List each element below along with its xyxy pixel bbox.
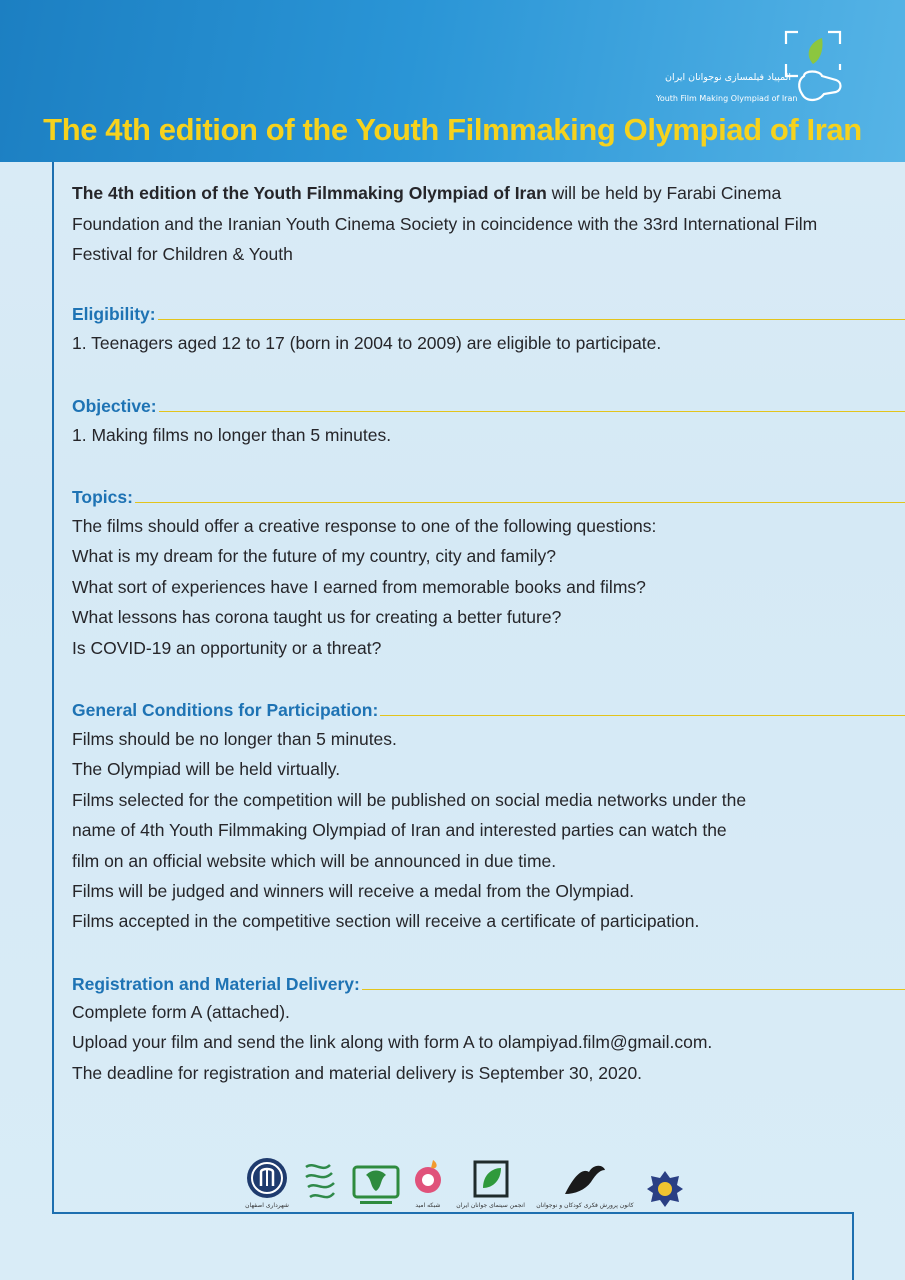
youth-cinema-society-logo-icon bbox=[471, 1160, 511, 1200]
list-item: Is COVID-19 an opportunity or a threat? bbox=[72, 637, 382, 658]
intro-paragraph bbox=[72, 178, 842, 270]
kanoon-logo-icon bbox=[561, 1160, 609, 1200]
registration-heading: Registration and Material Delivery: bbox=[72, 974, 360, 994]
list-item: Upload your film and send the link along with form A to olampiyad.film@gmail.com. bbox=[72, 1032, 713, 1053]
list-item: film on an official website which will be announced in due time. bbox=[72, 850, 557, 871]
sponsor-isfahan-culture bbox=[645, 1169, 685, 1209]
conditions-list bbox=[72, 724, 852, 937]
farabi-foundation-logo-icon bbox=[300, 1159, 340, 1209]
topics-rule bbox=[135, 502, 905, 504]
list-item: 1. Making films no longer than 5 minutes. bbox=[72, 425, 392, 445]
sponsor-kanoon bbox=[536, 1160, 633, 1209]
objective-heading: Objective: bbox=[72, 396, 157, 416]
list-item: Complete form A (attached). bbox=[72, 1002, 290, 1022]
sponsor-film-festival bbox=[352, 1163, 400, 1209]
sponsor-omid-network bbox=[411, 1156, 445, 1209]
frame-line-right bbox=[852, 1212, 854, 1280]
list-item: What is my dream for the future of my country, city and family? bbox=[72, 546, 557, 567]
isfahan-culture-logo-icon bbox=[645, 1169, 685, 1209]
sponsor-caption: شبکه امید bbox=[415, 1202, 441, 1209]
page-title: The 4th edition of the Youth Filmmaking Olympiad of Iran bbox=[43, 112, 862, 147]
olympiad-logo bbox=[656, 28, 846, 108]
list-item: Films accepted in the competitive section will receive a certificate of participation. bbox=[72, 911, 700, 932]
sponsor-isfahan-municipality bbox=[245, 1156, 289, 1209]
eligibility-heading: Eligibility: bbox=[72, 304, 156, 324]
list-item: The deadline for registration and material delivery is September 30, 2020. bbox=[72, 1062, 643, 1083]
list-item: 1. Teenagers aged 12 to 17 (born in 2004 to 2009) are eligible to participate. bbox=[72, 333, 662, 353]
list-item: The Olympiad will be held virtually. bbox=[72, 759, 341, 780]
omid-network-logo-icon bbox=[411, 1156, 445, 1200]
topics-heading: Topics: bbox=[72, 487, 133, 507]
logo-text-persian: المپیاد فیلمسازی نوجوانان ایران bbox=[664, 72, 791, 83]
registration-rule bbox=[362, 989, 905, 991]
conditions-rule bbox=[380, 715, 905, 717]
sponsor-caption: شهرداری اصفهان bbox=[245, 1202, 289, 1209]
eligibility-list bbox=[72, 328, 852, 358]
eligibility-rule bbox=[158, 319, 905, 321]
intro-bold-title: The 4th edition of the Youth Filmmaking Olympiad of Iran bbox=[72, 183, 547, 203]
list-item: name of 4th Youth Filmmaking Olympiad of Iran and interested parties can watch the bbox=[72, 820, 727, 841]
header-banner bbox=[0, 0, 905, 162]
list-item: Films will be judged and winners will receive a medal from the Olympiad. bbox=[72, 880, 635, 901]
sponsor-farabi bbox=[300, 1159, 340, 1209]
objective-rule bbox=[159, 411, 905, 413]
frame-line-bottom bbox=[52, 1212, 854, 1214]
eligibility-heading-row bbox=[72, 299, 905, 325]
list-item: Films selected for the competition will be published on social media networks under the bbox=[72, 789, 747, 810]
topics-list bbox=[72, 511, 852, 663]
sponsor-youth-cinema-society bbox=[456, 1160, 525, 1209]
objective-heading-row bbox=[72, 391, 905, 417]
list-item: What lessons has corona taught us for creating a better future? bbox=[72, 607, 562, 628]
olympiad-logo-icon bbox=[784, 30, 842, 104]
frame-line-left bbox=[52, 162, 54, 1212]
objective-list bbox=[72, 420, 852, 450]
list-item: What sort of experiences have I earned from memorable books and films? bbox=[72, 576, 646, 597]
intro-body: will be held by Farabi Cinema Foundation and the Iranian Youth Cinema Society in coincidence with the 33rd International Film Festival for Children & Youth bbox=[72, 183, 818, 264]
registration-list bbox=[72, 997, 852, 1088]
list-item: Films should be no longer than 5 minutes. bbox=[72, 729, 397, 749]
list-item: The films should offer a creative response to one of the following questions: bbox=[72, 516, 657, 536]
conditions-heading-row bbox=[72, 695, 905, 721]
isfahan-municipality-logo-icon bbox=[245, 1156, 289, 1200]
sponsor-caption: انجمن سینمای جوانان ایران bbox=[456, 1202, 525, 1209]
sponsor-logos bbox=[245, 1143, 685, 1209]
sponsor-caption: کانون پرورش فکری کودکان و نوجوانان bbox=[536, 1202, 634, 1209]
logo-text-english: Youth Film Making Olympiad of Iran bbox=[656, 94, 798, 103]
topics-heading-row bbox=[72, 482, 905, 508]
conditions-heading: General Conditions for Participation: bbox=[72, 700, 379, 720]
registration-heading-row bbox=[72, 969, 905, 995]
film-festival-logo-icon bbox=[352, 1163, 400, 1209]
